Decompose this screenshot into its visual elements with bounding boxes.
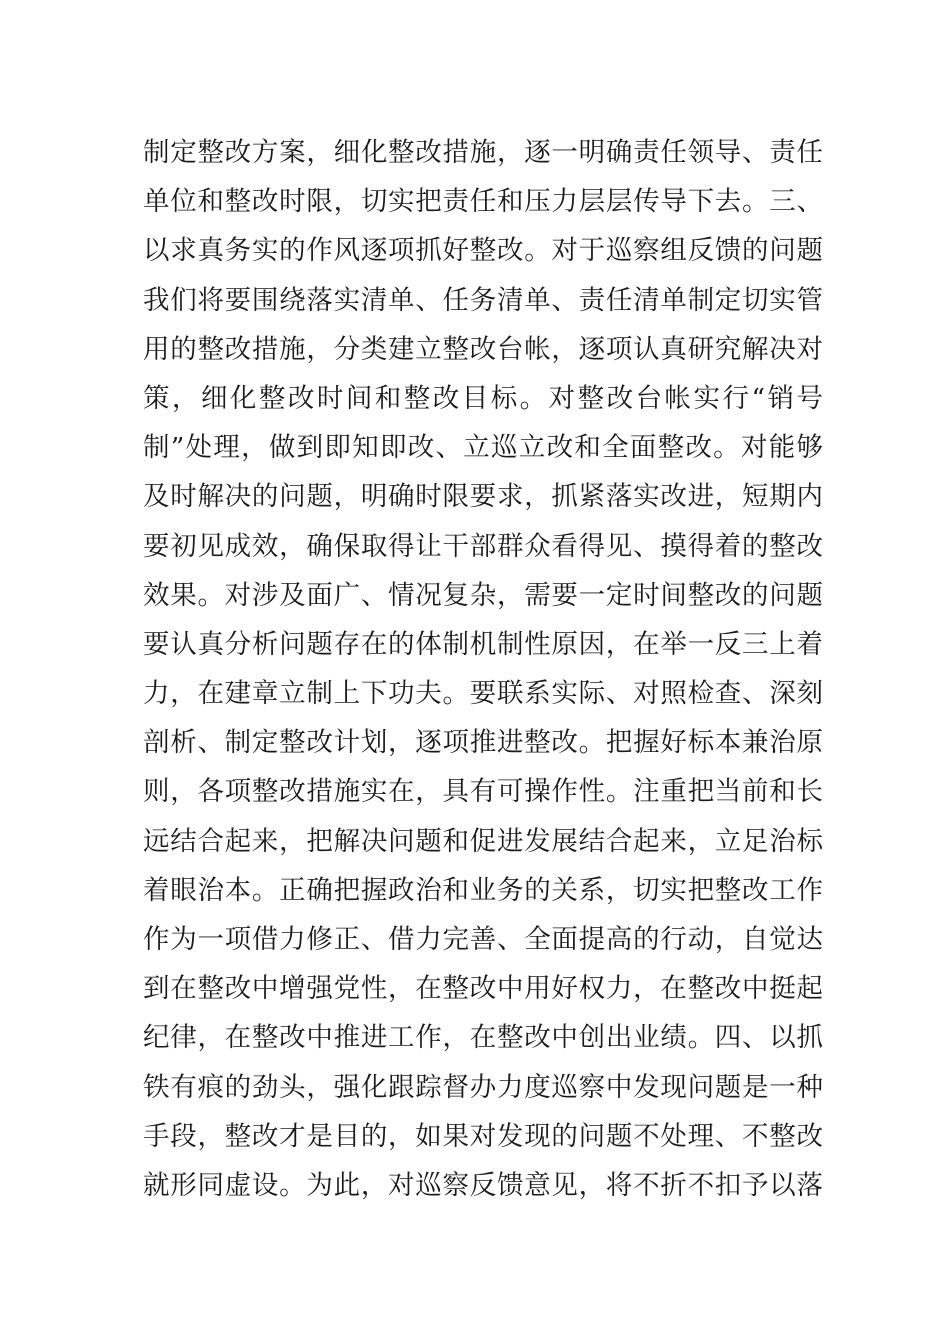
text-line: 要认真分析问题存在的体制机制性原因，在举一反三上着 [143,628,823,660]
text-line: 及时解决的问题，明确时限要求，抓紧落实改进，短期内 [143,481,823,513]
text-line: 制定整改方案，细化整改措施，逐一明确责任领导、责任 [143,137,823,168]
text-line: 我们将要围绕落实清单、任务清单、责任清单制定切实管 [143,284,823,316]
text-line: 就形同虚设。为此，对巡察反馈意见，将不折不扣予以落 [143,1169,823,1201]
text-line: 作为一项借力修正、借力完善、全面提高的行动，自觉达 [143,924,823,955]
text-line: 纪律，在整改中推进工作，在整改中创出业绩。四、以抓 [143,1022,823,1054]
text-line: 到在整改中增强党性，在整改中用好权力，在整改中挺起 [143,973,823,1005]
text-line: 力，在建章立制上下功夫。要联系实际、对照检查、深刻 [143,678,823,710]
text-line: 策，细化整改时间和整改目标。对整改台帐实行“销号 [143,382,823,414]
text-line: 效果。对涉及面广、情况复杂，需要一定时间整改的问题 [143,579,823,611]
text-line: 以求真务实的作风逐项抓好整改。对于巡察组反馈的问题 [143,235,823,267]
text-line: 单位和整改时限，切实把责任和压力层层传导下去。三、 [143,186,823,218]
text-line: 则，各项整改措施实在，具有可操作性。注重把当前和长 [143,776,823,808]
text-line: 用的整改措施，分类建立整改台帐，逐项认真研究解决对 [143,333,823,365]
text-line: 着眼治本。正确把握政治和业务的关系，切实把整改工作 [143,874,823,906]
text-line: 铁有痕的劲头，强化跟踪督办力度巡察中发现问题是一种 [143,1071,823,1103]
body-paragraph [143,128,823,1210]
text-line: 要初见成效，确保取得让干部群众看得见、摸得着的整改 [143,530,823,562]
text-line: 远结合起来，把解决问题和促进发展结合起来，立足治标 [143,825,823,857]
text-line: 剖析、制定整改计划，逐项推进整改。把握好标本兼治原 [143,727,823,759]
text-line: 手段，整改才是目的，如果对发现的问题不处理、不整改 [143,1120,823,1152]
text-line: 制”处理，做到即知即改、立巡立改和全面整改。对能够 [143,432,823,464]
